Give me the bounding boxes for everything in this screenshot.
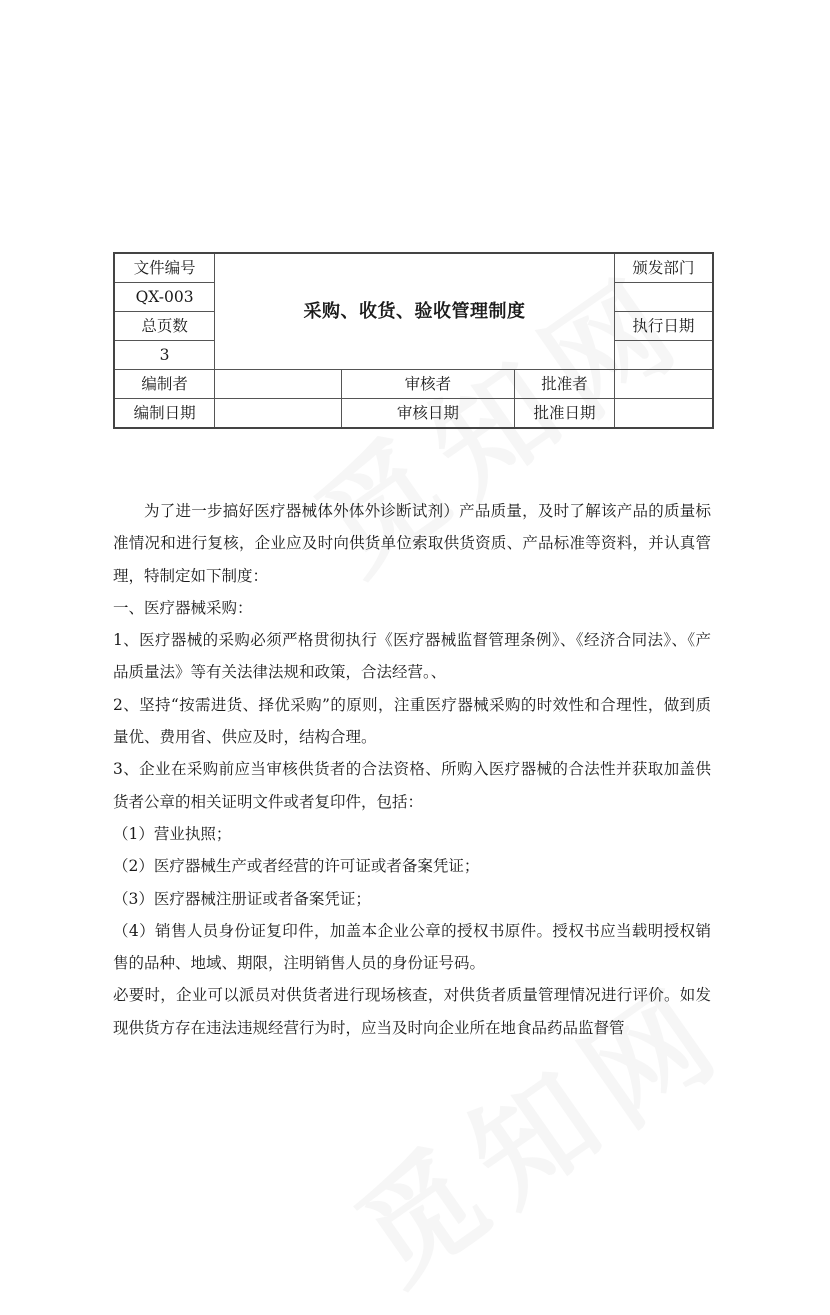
- sub-list-item: （2）医疗器械生产或者经营的许可证或者备案凭证；: [113, 857, 480, 876]
- compiler-value: [215, 370, 342, 399]
- total-pages-value: 3: [114, 341, 215, 370]
- approver-value: [614, 370, 713, 399]
- list-item: 3、企业在采购前应当审核供货者的合法资格、所购入医疗器械的合法性并获取加盖供货者公章的相关证明文件或者复印件，包括：: [113, 760, 711, 811]
- doc-number-value: QX-003: [114, 283, 215, 312]
- list-item: 2、坚持“按需进货、择优采购”的原则，注重医疗器械采购的时效性和合理性，做到质量优、费用省、供应及时，结构合理。: [113, 695, 711, 747]
- issuing-dept-value: [614, 283, 713, 312]
- paragraph: 必要时，企业可以派员对供货者进行现场核查，对供货者质量管理情况进行评价。如发现供货方存在违法违规经营行为时，应当及时向企业所在地食品药品监督管: [113, 986, 711, 1037]
- document-title: 采购、收货、验收管理制度: [215, 253, 615, 370]
- issuing-dept-label: 颁发部门: [614, 253, 713, 283]
- review-date-label: 审核日期: [341, 399, 514, 429]
- approve-date-label: 批准日期: [515, 399, 615, 429]
- compiler-label: 编制者: [114, 370, 215, 399]
- effective-date-label: 执行日期: [614, 312, 713, 341]
- approver-label: 批准者: [515, 370, 615, 399]
- total-pages-label: 总页数: [114, 312, 215, 341]
- doc-number-label: 文件编号: [114, 253, 215, 283]
- sub-list-item: （4）销售人员身份证复印件，加盖本企业公章的授权书原件。授权书应当载明授权销售的品种、地域、期限，注明销售人员的身份证号码。: [113, 921, 711, 973]
- list-item: 1、医疗器械的采购必须严格贯彻执行《医疗器械监督管理条例》、《经济合同法》、《产品质量法》等有关法律法规和政策，合法经营。、: [113, 631, 711, 682]
- sub-list-item: （1）营业执照；: [113, 824, 232, 843]
- document-body: [113, 495, 711, 1044]
- effective-date-value: [614, 341, 713, 370]
- section-heading: 一、医疗器械采购：: [113, 598, 253, 617]
- reviewer-label: 审核者: [341, 370, 514, 399]
- compile-date-label: 编制日期: [114, 399, 215, 429]
- compile-date-value: [215, 399, 342, 429]
- document-header-table: [113, 252, 714, 429]
- sub-list-item: （3）医疗器械注册证或者备案凭证；: [113, 889, 371, 908]
- intro-paragraph: 为了进一步搞好医疗器械体外体外诊断试剂）产品质量，及时了解该产品的质量标准情况和进行复核，企业应及时向供货单位索取供货资质、产品标准等资料，并认真管理，特制定如下制度：: [113, 502, 711, 585]
- approve-date-value: [614, 399, 713, 429]
